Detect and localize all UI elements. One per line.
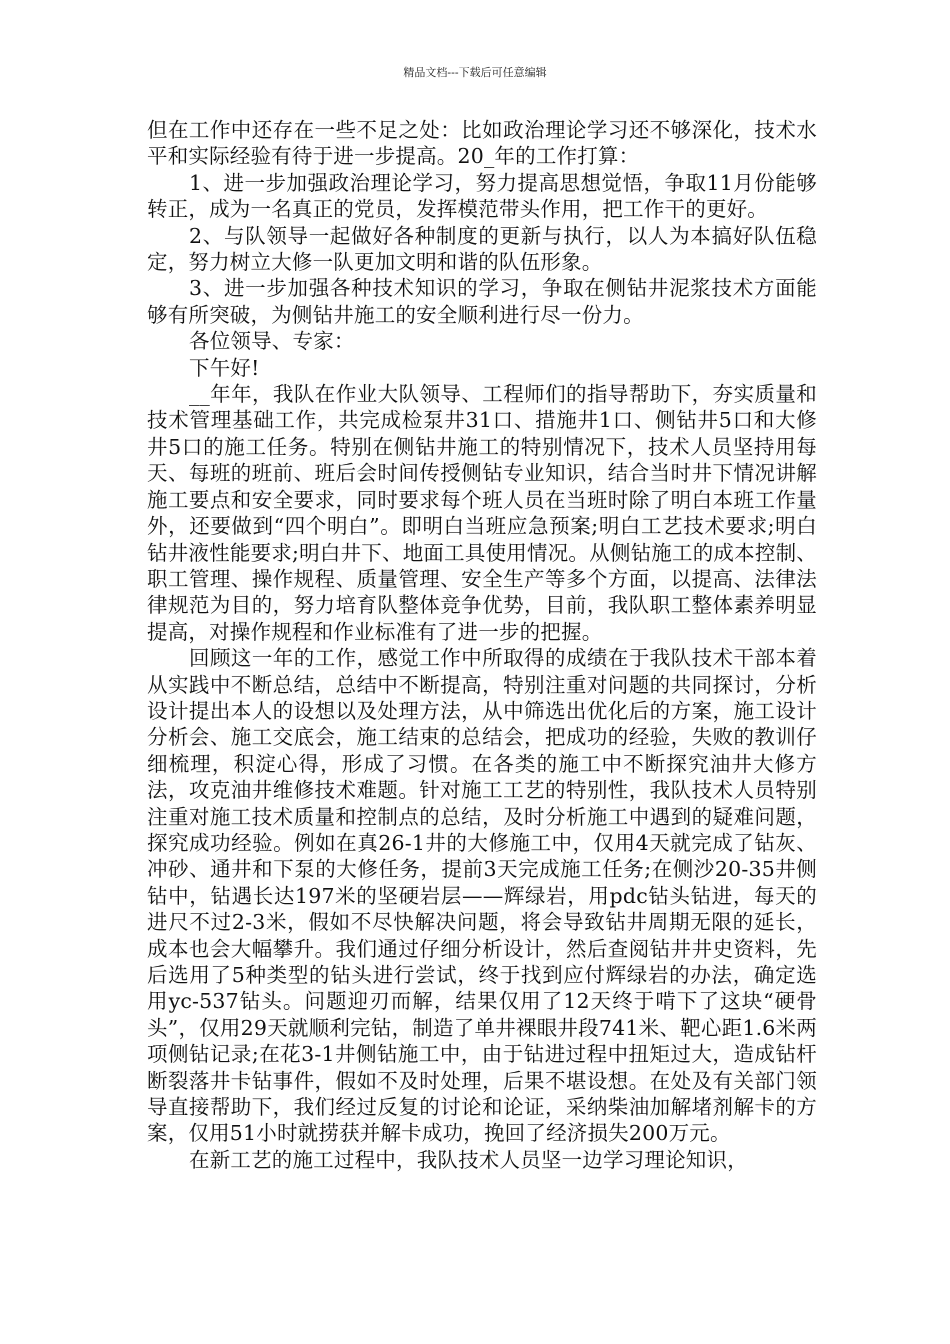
document-body (147, 117, 817, 1173)
paragraph-plan-1: 1、进一步加强政治理论学习，努力提高思想觉悟，争取11月份能够转正，成为一名真正的党员，发挥模范带头作用，把工作干的更好。 (147, 170, 817, 222)
paragraph-shortcomings: 但在工作中还存在一些不足之处：比如政治理论学习还不够深化，技术水平和实际经验有待于进一步提高。20_年的工作打算： (147, 118, 817, 169)
paragraph-annual-summary: __年年，我队在作业大队领导、工程师们的指导帮助下，夯实质量和技术管理基础工作，共完成检泵井31口、措施井1口、侧钻井5口和大修井5口的施工任务。特别在侧钻井施工的特别情况下，技术人员坚持用每天、每班的班前、班后会时间传授侧钻专业知识，结合当时井下情况讲解施工要点和安全要求，同时要求每个班人员在当班时除了明白本班工作量外，还要做到“四个明白”。即明白当班应急预案;明白工艺技术要求;明白钻井液性能要求;明白井下、地面工具使用情况。从侧钻施工的成本控制、职工管理、操作规程、质量管理、安全生产等多个方面，以提高、法律法律规范为目的，努力培育队整体竞争优势，目前，我队职工整体素养明显提高，对操作规程和作业标准有了进一步的把握。 (147, 382, 817, 644)
paragraph-new-process: 在新工艺的施工过程中，我队技术人员坚一边学习理论知识， (189, 1147, 748, 1172)
paragraph-plan-3: 3、进一步加强各种技术知识的学习，争取在侧钻井泥浆技术方面能够有所突破，为侧钻井施工的安全顺利进行尽一份力。 (147, 276, 817, 327)
greeting: 下午好! (189, 355, 260, 380)
paragraph-plan-2: 2、与队领导一起做好各种制度的更新与执行，以人为本搞好队伍稳定，努力树立大修一队更加文明和谐的队伍形象。 (147, 223, 817, 275)
paragraph-review: 回顾这一年的工作，感觉工作中所取得的成绩在于我队技术干部本着从实践中不断总结，总结中不断提高，特别注重对问题的共同探讨，分析设计提出本人的设想以及处理方法，从中筛选出优化后的方案，施工设计分析会、施工交底会，施工结束的总结会，把成功的经验，失败的教训仔细梳理，积淀心得，形成了习惯。在各类的施工中不断探究油井大修方法，攻克油井维修技术难题。针对施工工艺的特别性，我队技术人员特别注重对施工技术质量和控制点的总结，及时分析施工中遇到的疑难问题，探究成功经验。例如在真26-1井的大修施工中，仅用4天就完成了钻灰、冲砂、通井和下泵的大修任务，提前3天完成施工任务;在侧沙20-35井侧钻中，钻遇长达197米的坚硬岩层——辉绿岩，用pdc钻头钻进，每天的进尺不过2-3米，假如不尽快解决问题，将会导致钻井周期无限的延长，成本也会大幅攀升。我们通过仔细分析设计，然后查阅钻井井史资料，先后选用了5种类型的钻头进行尝试，终于找到应付辉绿岩的办法，确定选用yc-537钻头。问题迎刃而解，结果仅用了12天终于啃下了这块“硬骨头”，仅用29天就顺利完钻，制造了单井裸眼井段741米、靶心距1.6米两项侧钻记录;在花3-1井侧钻施工中，由于钻进过程中扭矩过大，造成钻杆断裂落井卡钻事件，假如不及时处理，后果不堪设想。在处及有关部门领导直接帮助下，我们经过反复的讨论和论证，采纳柴油加解堵剂解卡的方案，仅用51小时就捞获并解卡成功，挽回了经济损失200万元。 (147, 646, 817, 1146)
salutation: 各位领导、专家： (189, 329, 355, 354)
page-header: 精品文档---下载后可任意编辑 (403, 66, 547, 79)
